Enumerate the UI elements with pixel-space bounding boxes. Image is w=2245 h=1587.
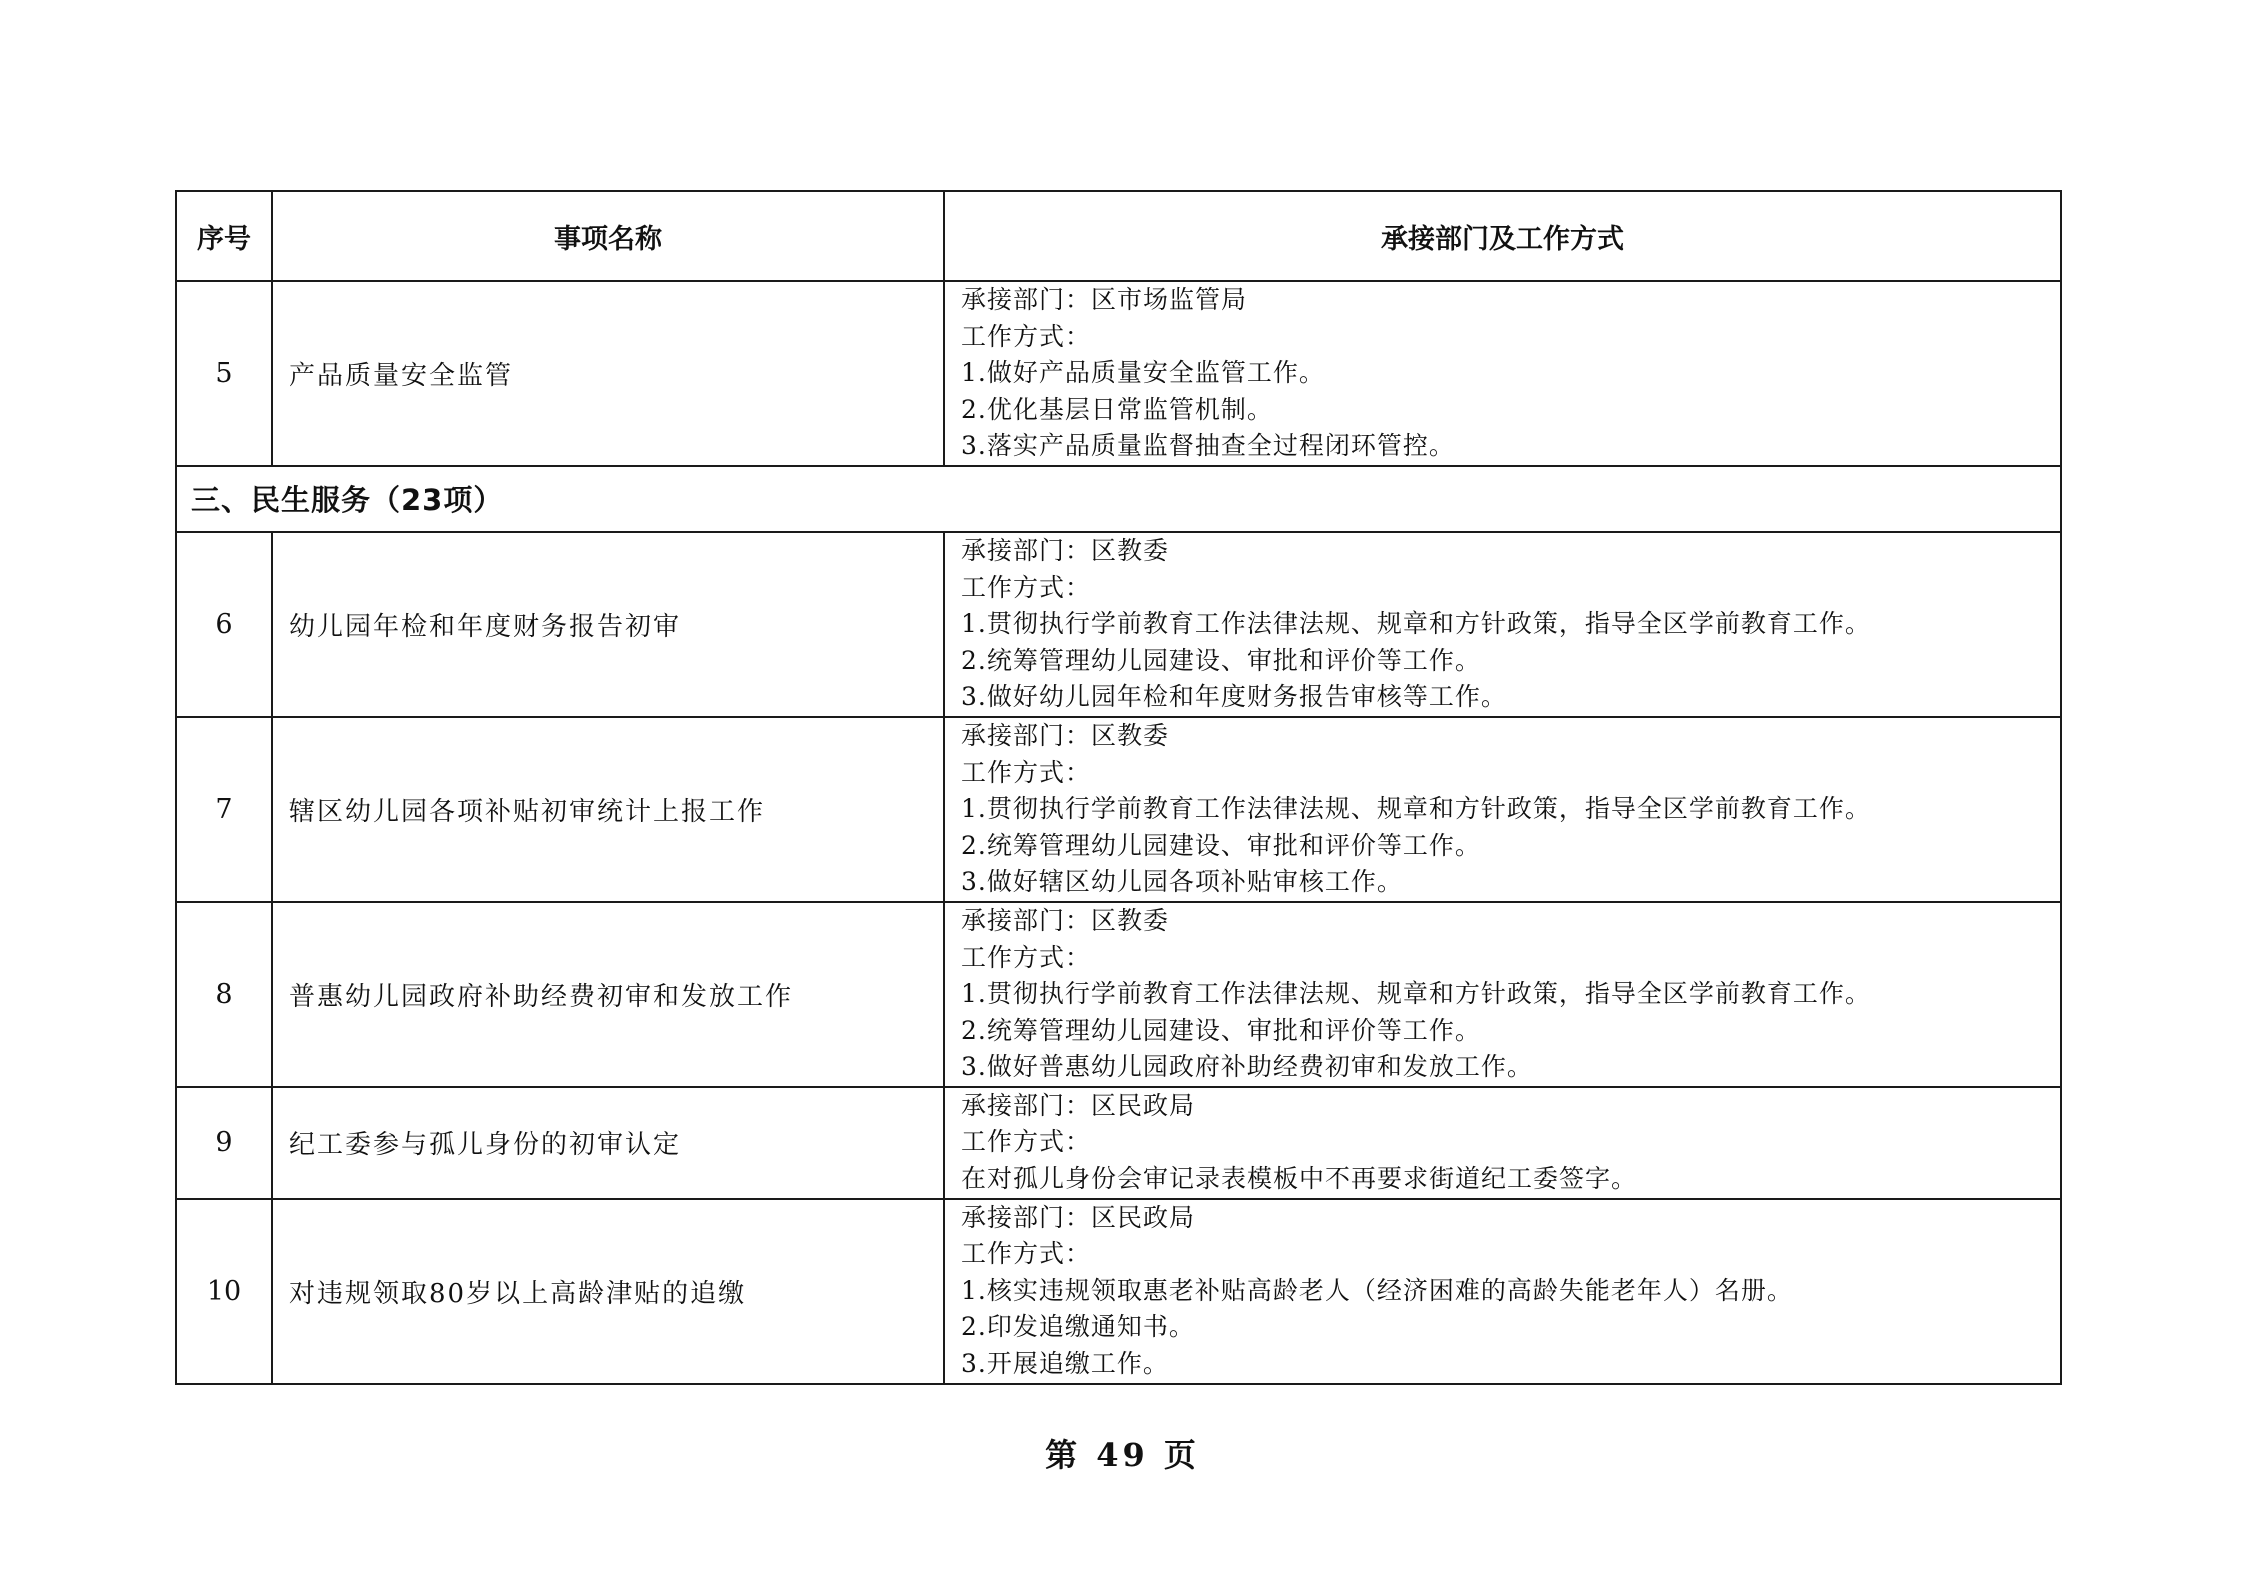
header-row (176, 191, 2061, 281)
row-item-name: 对违规领取80岁以上高龄津贴的追缴 (272, 1199, 944, 1384)
dept-line: 工作方式： (961, 942, 1092, 972)
section-title: 三、民生服务（23项） (176, 466, 2061, 532)
row-seq: 7 (176, 717, 272, 902)
dept-line: 1.贯彻执行学前教育工作法律法规、规章和方针政策，指导全区学前教育工作。 (961, 609, 1871, 639)
dept-line: 工作方式： (961, 1127, 1092, 1157)
dept-line: 承接部门：区教委 (961, 535, 1170, 565)
row-seq: 6 (176, 532, 272, 717)
row-seq: 5 (176, 281, 272, 466)
items-table (175, 190, 2062, 1385)
dept-line: 2.印发追缴通知书。 (961, 1312, 1195, 1342)
row-item-name: 幼儿园年检和年度财务报告初审 (272, 532, 944, 717)
row-seq: 8 (176, 902, 272, 1087)
dept-line: 承接部门：区市场监管局 (961, 285, 1248, 314)
row-dept-method (944, 532, 2061, 717)
dept-line: 3.做好幼儿园年检和年度财务报告审核等工作。 (961, 682, 1507, 712)
header-dept: 承接部门及工作方式 (944, 191, 2061, 281)
row-seq: 10 (176, 1199, 272, 1384)
table-row (176, 1199, 2061, 1384)
page-number: 第 49 页 (1045, 1436, 1200, 1474)
table-row (176, 532, 2061, 717)
table-header (176, 191, 2061, 281)
header-name: 事项名称 (272, 191, 944, 281)
dept-line: 工作方式： (961, 572, 1092, 602)
dept-line: 承接部门：区教委 (961, 905, 1170, 935)
dept-line: 承接部门：区民政局 (961, 1202, 1196, 1232)
table-row (176, 1087, 2061, 1199)
row-dept-method (944, 1087, 2061, 1199)
dept-line: 2.统筹管理幼儿园建设、审批和评价等工作。 (961, 830, 1481, 860)
row-dept-method (944, 902, 2061, 1087)
table-row (176, 902, 2061, 1087)
dept-line: 1.核实违规领取惠老补贴高龄老人（经济困难的高龄失能老年人）名册。 (961, 1275, 1793, 1305)
table-row (176, 281, 2061, 466)
row-dept-method (944, 1199, 2061, 1384)
dept-line: 承接部门：区教委 (961, 720, 1170, 750)
dept-line: 1.贯彻执行学前教育工作法律法规、规章和方针政策，指导全区学前教育工作。 (961, 979, 1871, 1009)
table-body (176, 281, 2061, 1384)
dept-line: 2.优化基层日常监管机制。 (961, 394, 1273, 424)
dept-line: 3.做好辖区幼儿园各项补贴审核工作。 (961, 867, 1403, 897)
dept-line: 工作方式： (961, 757, 1092, 787)
header-seq: 序号 (176, 191, 272, 281)
row-item-name: 普惠幼儿园政府补助经费初审和发放工作 (272, 902, 944, 1087)
dept-line: 工作方式： (961, 1239, 1092, 1269)
row-item-name: 纪工委参与孤儿身份的初审认定 (272, 1087, 944, 1199)
row-item-name: 辖区幼儿园各项补贴初审统计上报工作 (272, 717, 944, 902)
dept-line: 在对孤儿身份会审记录表模板中不再要求街道纪工委签字。 (961, 1164, 1638, 1194)
dept-line: 3.做好普惠幼儿园政府补助经费初审和发放工作。 (961, 1052, 1533, 1082)
dept-line: 工作方式： (961, 321, 1092, 351)
section-row (176, 466, 2061, 532)
row-seq: 9 (176, 1087, 272, 1199)
row-item-name: 产品质量安全监管 (272, 281, 944, 466)
dept-line: 3.开展追缴工作。 (961, 1349, 1169, 1379)
dept-line: 2.统筹管理幼儿园建设、审批和评价等工作。 (961, 1015, 1481, 1045)
row-dept-method (944, 281, 2061, 466)
table-row (176, 717, 2061, 902)
row-dept-method (944, 717, 2061, 902)
dept-line: 1.做好产品质量安全监管工作。 (961, 358, 1325, 388)
dept-line: 3.落实产品质量监督抽查全过程闭环管控。 (961, 431, 1455, 461)
dept-line: 2.统筹管理幼儿园建设、审批和评价等工作。 (961, 645, 1481, 675)
dept-line: 1.贯彻执行学前教育工作法律法规、规章和方针政策，指导全区学前教育工作。 (961, 794, 1871, 824)
dept-line: 承接部门：区民政局 (961, 1090, 1196, 1120)
